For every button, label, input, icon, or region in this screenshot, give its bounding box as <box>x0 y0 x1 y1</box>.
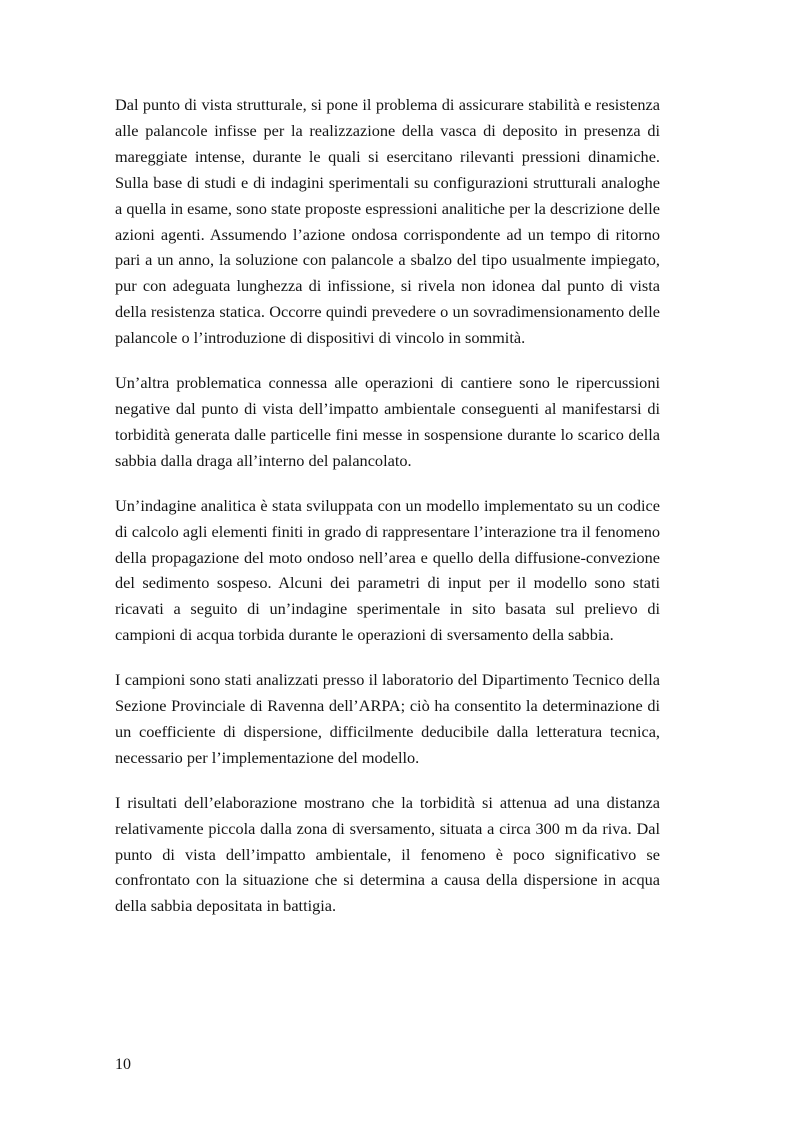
paragraph-structural-stability: Dal punto di vista strutturale, si pone il problema di assicurare stabilità e resistenza alle palancole infisse per la realizzazione della vasca di deposito in presenza di mareggiate intense, durante le quali si esercitano rilevanti pressioni dinamiche. Sulla base di studi e di indagini sperimentali su configurazioni strutturali analoghe a quella in esame, sono state proposte espressioni analitiche per la descrizione delle azioni agenti. Assumendo l’azione ondosa corrispondente ad un tempo di ritorno pari a un anno, la soluzione con palancole a sbalzo del tipo usualmente impiegato, pur con adeguata lunghezza di infissione, si rivela non idonea dal punto di vista della resistenza statica. Occorre quindi prevedere o un sovradimensionamento delle palancole o l’introduzione di dispositivi di vincolo in sommità. <box>115 95 660 348</box>
paragraph-analytical-model: Un’indagine analitica è stata sviluppata con un modello implementato su un codice di calcolo agli elementi finiti in grado di rappresentare l’interazione tra il fenomeno della propagazione del moto ondoso nell’area e quello della diffusione-convezione del sedimento sospeso. Alcuni dei parametri di input per il modello sono stati ricavati a seguito di un’indagine sperimentale in sito basata sul prelievo di campioni di acqua torbida durante le operazioni di sversamento della sabbia. <box>115 495 660 645</box>
paragraph-environmental-impact: Un’altra problematica connessa alle operazioni di cantiere sono le ripercussioni negative dal punto di vista dell’impatto ambientale conseguenti al manifestarsi di torbidità generata dalle particelle fini messe in sospensione durante lo scarico della sabbia dalla draga all’interno del palancolato. <box>115 373 660 470</box>
page-number: 10 <box>115 1056 131 1073</box>
paragraph-laboratory-samples: I campioni sono stati analizzati presso il laboratorio del Dipartimento Tecnico della Sezione Provinciale di Ravenna dell’ARPA; ciò ha consentito la determinazione di un coefficiente di dispersione, difficilmente deducibile dalla letteratura tecnica, necessario per l’implementazione del modello. <box>115 670 660 767</box>
body-text <box>115 92 660 938</box>
paragraph-results: I risultati dell’elaborazione mostrano che la torbidità si attenua ad una distanza relativamente piccola dalla zona di sversamento, situata a circa 300 m da riva. Dal punto di vista dell’impatto ambientale, il fenomeno è poco significativo se confrontato con la situazione che si determina a causa della dispersione in acqua della sabbia depositata in battigia. <box>115 792 660 916</box>
